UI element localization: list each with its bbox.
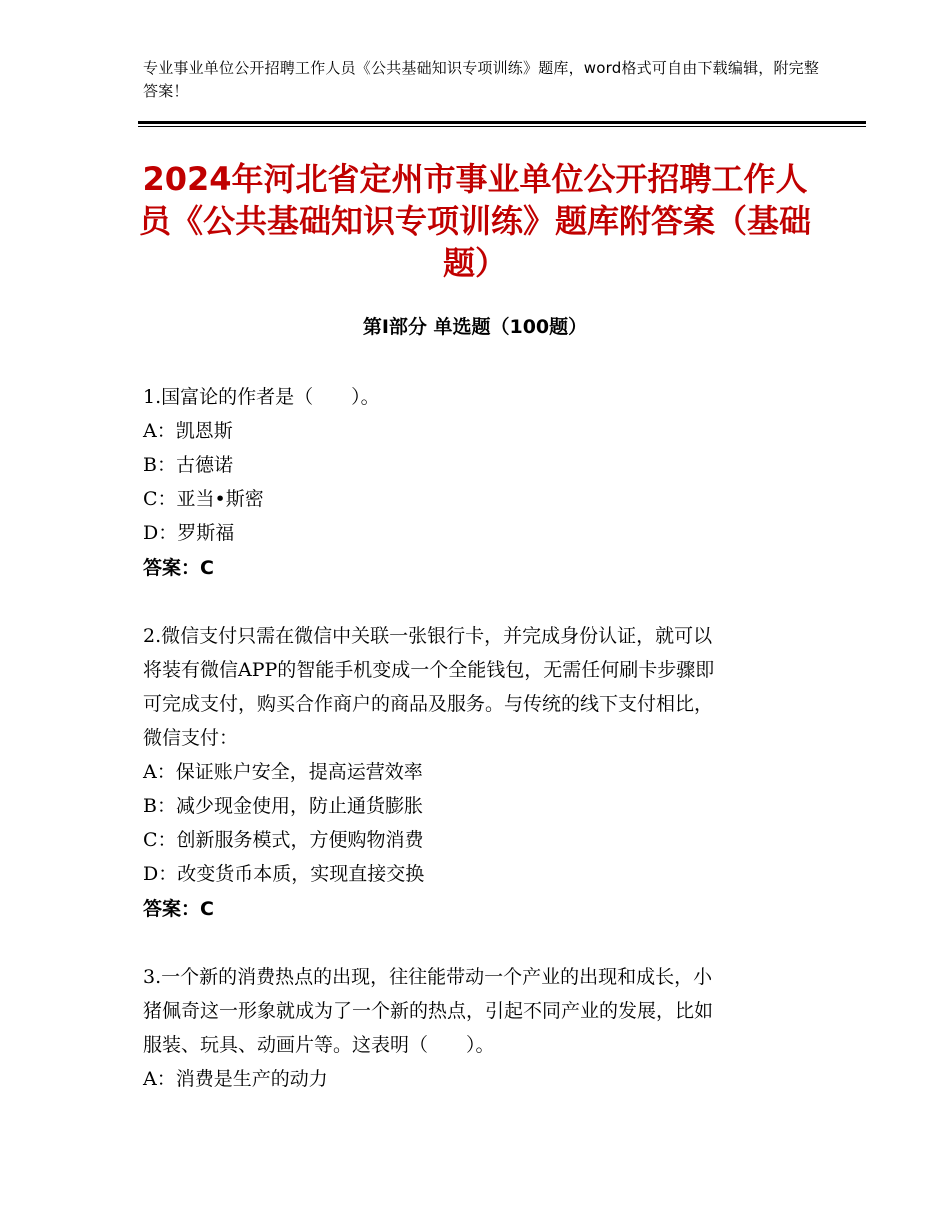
- question-stem-line: 2.微信支付只需在微信中关联一张银行卡，并完成身份认证，就可以: [143, 625, 713, 647]
- question-answer: 答案：C: [143, 898, 214, 920]
- question-stem-line: 3.一个新的消费热点的出现，往往能带动一个产业的出现和成长，小: [143, 966, 713, 988]
- question-stem-line: 微信支付：: [143, 727, 239, 749]
- question-option: A：保证账户安全，提高运营效率: [143, 761, 423, 783]
- question-option: B：减少现金使用，防止通货膨胀: [143, 795, 423, 817]
- question-option: A：消费是生产的动力: [143, 1068, 328, 1090]
- section-title: 第Ⅰ部分 单选题（100题）: [362, 316, 588, 338]
- header-divider-thin: [138, 126, 866, 127]
- header-note: 专业事业单位公开招聘工作人员《公共基础知识专项训练》题库，word格式可自由下载编辑，附完整答案！: [143, 59, 820, 100]
- question-stem-line: 1.国富论的作者是（ ）。: [143, 386, 380, 408]
- header-divider: [138, 121, 866, 124]
- question-stem-line: 服装、玩具、动画片等。这表明（ ）。: [143, 1034, 495, 1056]
- document-title: 2024年河北省定州市事业单位公开招聘工作人员《公共基础知识专项训练》题库附答案（基础题）: [138, 160, 811, 282]
- question-option: B：古德诺: [143, 454, 233, 476]
- question-option: D：改变货币本质，实现直接交换: [143, 863, 425, 885]
- question-stem-line: 猪佩奇这一形象就成为了一个新的热点，引起不同产业的发展，比如: [143, 1000, 714, 1022]
- question-stem-line: 将装有微信APP的智能手机变成一个全能钱包，无需任何刷卡步骤即: [143, 659, 715, 681]
- question-answer: 答案：C: [143, 557, 214, 579]
- question-option: C：创新服务模式，方便购物消费: [143, 829, 424, 851]
- question-stem-line: 可完成支付，购买合作商户的商品及服务。与传统的线下支付相比，: [143, 693, 714, 715]
- question-option: A：凯恩斯: [143, 420, 233, 442]
- question-option: C：亚当•斯密: [143, 488, 264, 510]
- question-option: D：罗斯福: [143, 522, 235, 544]
